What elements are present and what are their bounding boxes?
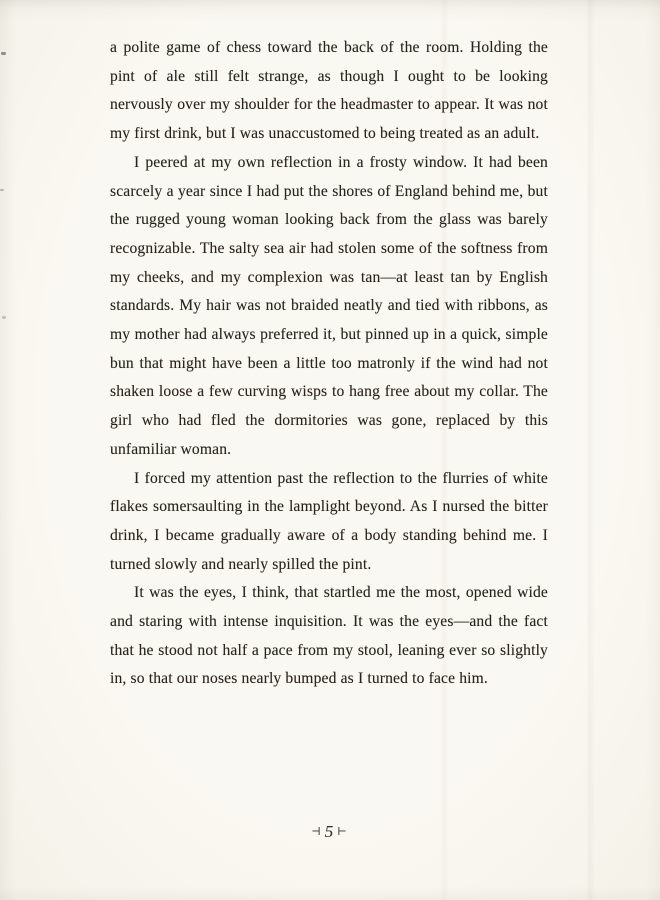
scan-speck <box>0 189 4 191</box>
paragraph: I peered at my own reflection in a frosty window. It had been scarcely a year since I had put the shores of England behind me, but the rugged young woman looking back from the glass was barely recognizable. The salty sea air had stolen some of the softness from my cheeks, and my complexion was tan—at least tan by English standards. My hair was not braided neatly and tied with ribbons, as my mother had always preferred it, but pinned up in a quick, simple bun that might have been a little too matronly if the wind had not shaken loose a few curving wisps to hang free about my collar. The girl who had fled the dormitories was gone, replaced by this unfamiliar woman. <box>110 153 548 458</box>
scan-speck <box>2 316 6 319</box>
page-text-block <box>110 34 548 694</box>
paragraph: a polite game of chess toward the back of the room. Holding the pint of ale still felt strange, as though I ought to be looking nervously over my shoulder for the headmaster to appear. It was not my first drink, but I was unaccustomed to being treated as an adult. <box>110 39 548 143</box>
paragraph: It was the eyes, I think, that startled me the most, opened wide and staring with intense inquisition. It was the eyes—and the fact that he stood not half a pace from my stool, leaning ever so slightly in, so that our noses nearly bumped as I turned to face him. <box>110 584 548 688</box>
scan-speck <box>1 52 6 55</box>
page-folio <box>110 822 548 842</box>
paragraph: I forced my attention past the reflection to the flurries of white flakes somersaulting in the lamplight beyond. As I nursed the bitter drink, I became gradually aware of a body standing behind me. I turned slowly and nearly spilled the pint. <box>110 469 548 573</box>
page-number: 5 <box>324 822 334 841</box>
folio-ornament-left-icon: ⊣ <box>311 826 321 838</box>
folio-ornament-right-icon: ⊢ <box>337 826 347 838</box>
